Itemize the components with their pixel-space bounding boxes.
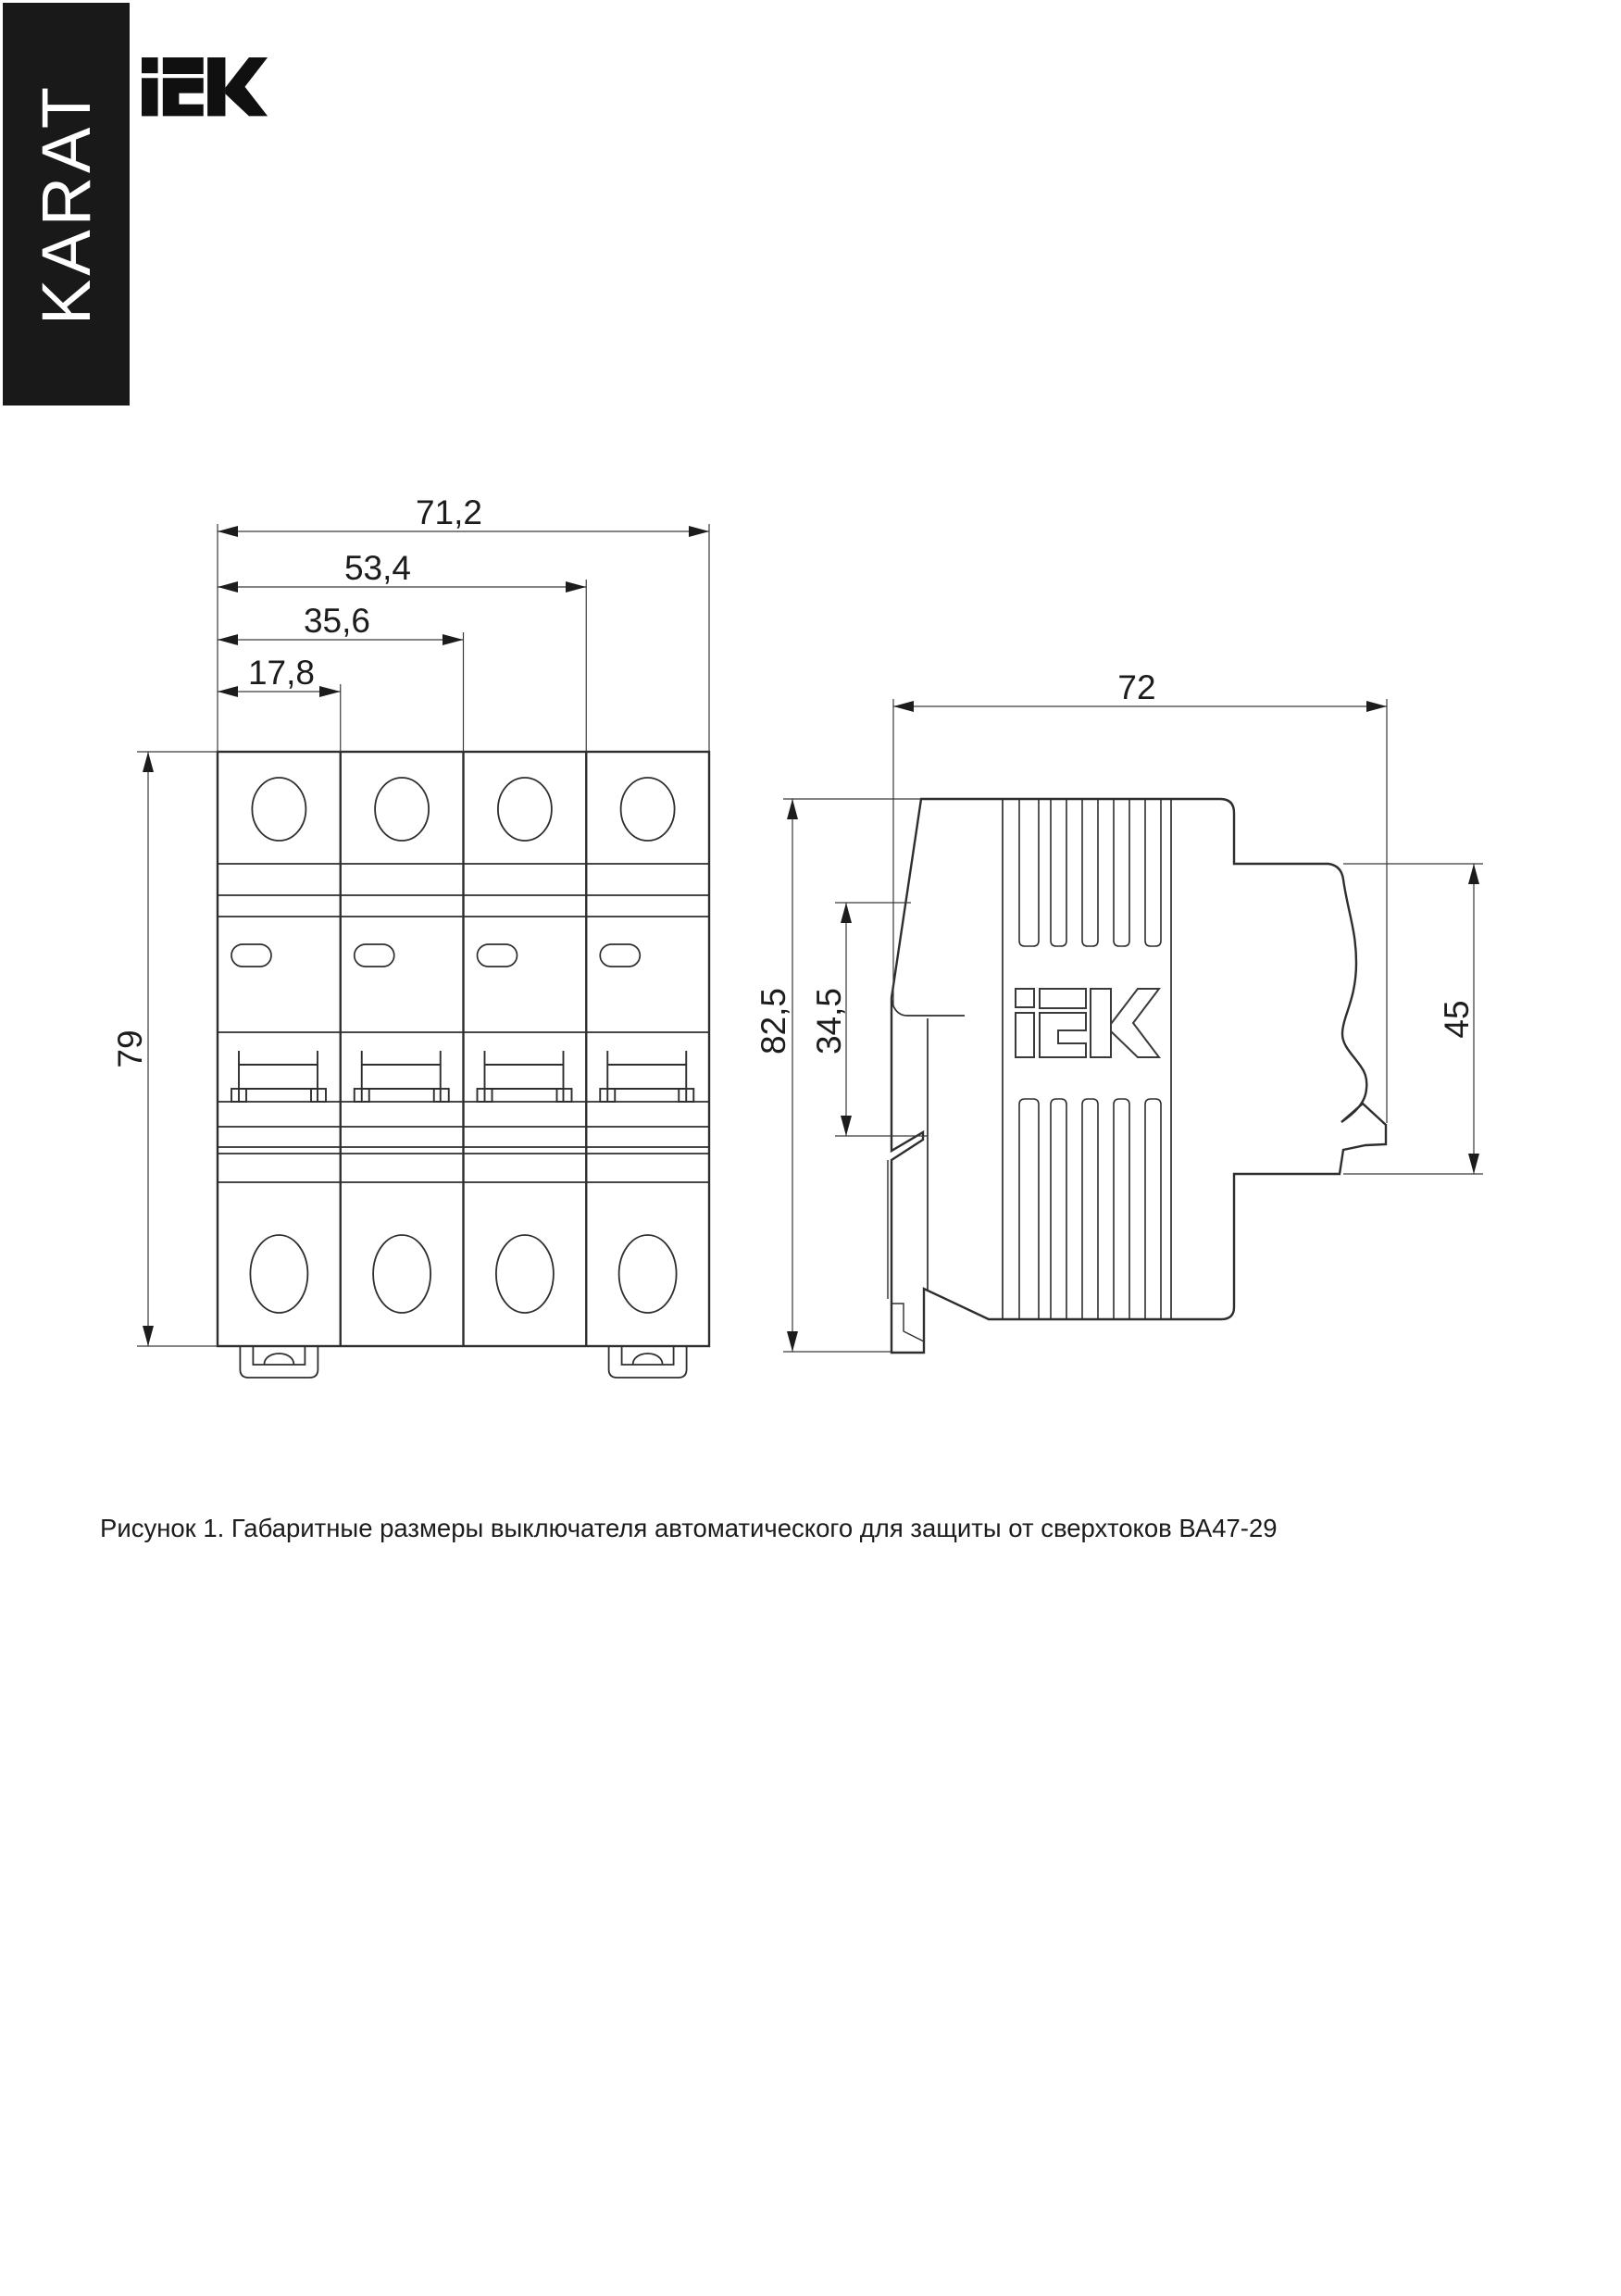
iek-outline-i-dot — [1016, 989, 1034, 1007]
iek-outline-e-body — [1040, 1013, 1086, 1057]
iek-logo-k-bar — [207, 57, 225, 116]
front-view — [218, 752, 709, 1378]
dimensions — [111, 493, 1483, 1352]
side-view — [888, 799, 1386, 1353]
brand-label: KARAT — [28, 82, 105, 326]
dim-label-side-height: 82,5 — [754, 987, 792, 1055]
iek-outline-e-topbar — [1040, 989, 1086, 1008]
din-clips-front — [240, 1346, 686, 1378]
dim-label-depth: 72 — [1117, 668, 1156, 706]
dim-label-front-section: 45 — [1438, 1000, 1476, 1039]
iek-logo-i-body — [142, 78, 158, 116]
dim-label-total-width: 71,2 — [415, 493, 483, 531]
vent-slots-lower — [1019, 1099, 1161, 1319]
dim-label-rail: 34,5 — [810, 987, 848, 1055]
iek-outline-k-bar — [1091, 989, 1111, 1057]
iek-logo — [142, 57, 268, 116]
iek-outline-i-body — [1016, 1013, 1034, 1057]
vent-slots-upper — [1019, 799, 1161, 946]
iek-logo-i-dot — [142, 57, 158, 73]
iek-logo-k-chevron — [225, 57, 268, 116]
dim-label-front-height: 79 — [111, 1029, 149, 1068]
iek-logo-outline — [1016, 989, 1159, 1057]
dimension-arrows — [143, 526, 1479, 1352]
rail-hook — [892, 995, 965, 1016]
side-body-outline — [892, 799, 1386, 1353]
iek-logo-e-body — [163, 78, 204, 116]
clip-foot-step — [892, 1304, 924, 1341]
figure-caption: Рисунок 1. Габаритные размеры выключателя автоматического для защиты от сверхтоков ВА47-29 — [100, 1514, 1278, 1542]
iek-logo-e-topbar — [163, 57, 204, 74]
iek-outline-k-chevron — [1111, 989, 1159, 1057]
dim-label-three-pole: 53,4 — [343, 549, 412, 587]
marking-windows — [231, 944, 640, 967]
dim-label-two-pole: 35,6 — [303, 602, 371, 640]
dim-label-one-pole: 17,8 — [247, 654, 316, 692]
